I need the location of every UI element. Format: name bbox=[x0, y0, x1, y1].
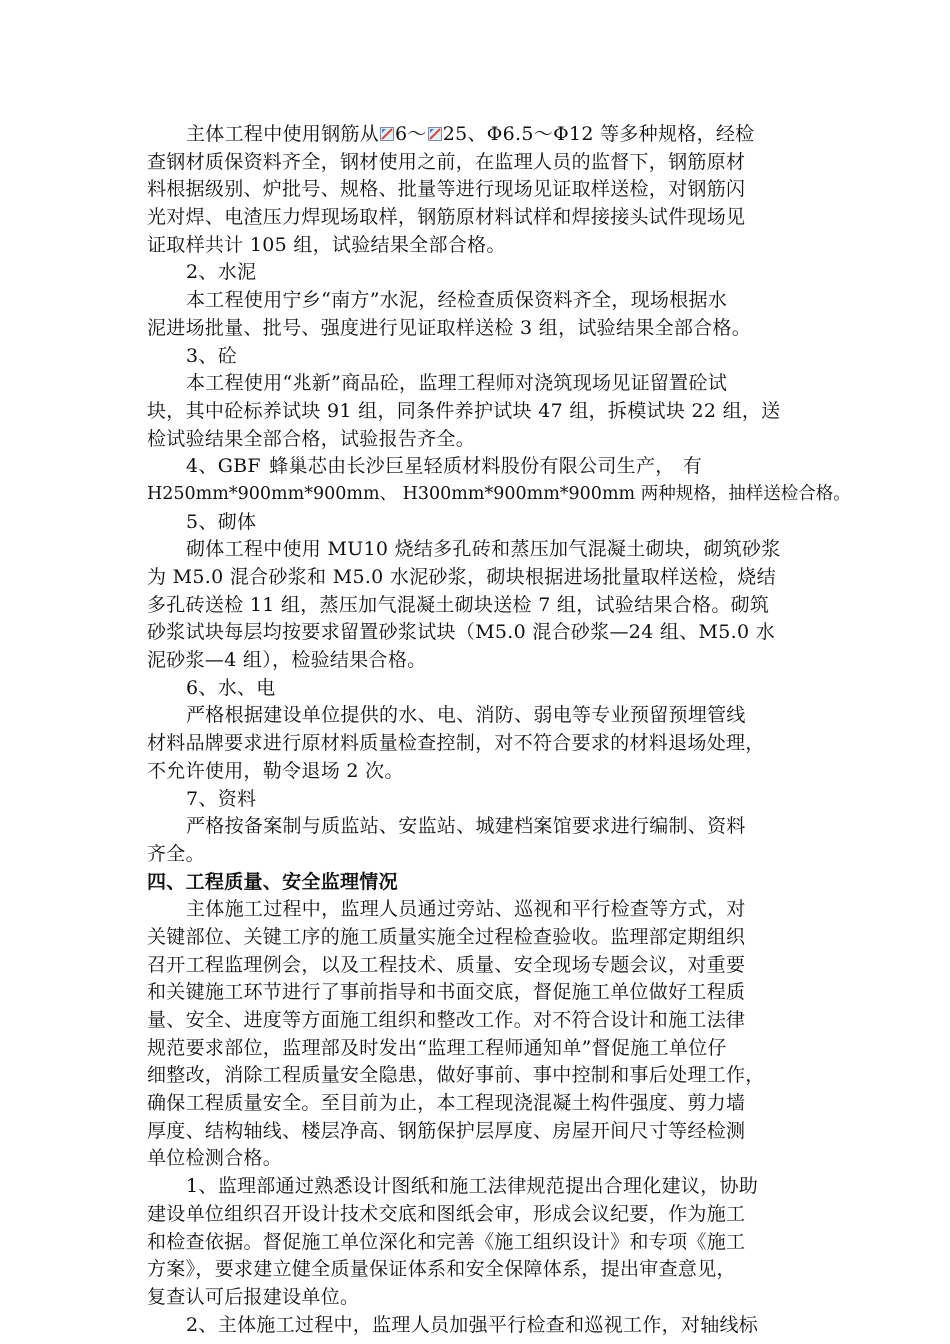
paragraph-line: 召开工程监理例会，以及工程技术、质量、安全现场专题会议，对重要 bbox=[147, 953, 746, 976]
paragraph-line: 砌体工程中使用 MU10 烧结多孔砖和蒸压加气混凝土砌块，砌筑砂浆 bbox=[186, 538, 781, 561]
paragraph-line: 2、主体施工过程中，监理人员加强平行检查和巡视工作，对轴线标 bbox=[186, 1313, 759, 1336]
paragraph-line: 光对焊、电渣压力焊现场取样，钢筋原材料试样和焊接接头试件现场见 bbox=[147, 206, 746, 229]
paragraph-line: 不允许使用，勒令退场 2 次。 bbox=[147, 759, 404, 782]
paragraph-line: 料根据级别、炉批号、规格、批量等进行现场见证取样送检，对钢筋闪 bbox=[147, 178, 746, 201]
broken-image-icon bbox=[380, 127, 394, 141]
paragraph-line: H250mm*900mm*900mm、 H300mm*900mm*900mm 两种规格，抽样送检合格。 bbox=[147, 483, 851, 504]
line-text: 6～ bbox=[395, 123, 427, 145]
line-text: 25、Φ6.5～Φ12 等多种规格，经检 bbox=[442, 123, 755, 145]
paragraph-line: 单位检测合格。 bbox=[147, 1147, 283, 1170]
paragraph-line: 确保工程质量安全。至目前为止，本工程现浇混凝土构件强度、剪力墙 bbox=[147, 1092, 746, 1115]
paragraph-line: 关键部位、关键工序的施工质量实施全过程检查验收。监理部定期组织 bbox=[147, 925, 746, 948]
paragraph-line: 严格按备案制与质监站、安监站、城建档案馆要求进行编制、资料 bbox=[186, 815, 746, 838]
paragraph-line: 块，其中砼标养试块 91 组，同条件养护试块 47 组，拆模试块 22 组，送 bbox=[147, 399, 781, 422]
paragraph-line: 本工程使用“兆新”商品砼，监理工程师对浇筑现场见证留置砼试 bbox=[186, 372, 728, 395]
paragraph-line: 本工程使用宁乡“南方”水泥，经检查质保资料齐全，现场根据水 bbox=[186, 289, 728, 312]
paragraph-line: 方案》，要求建立健全质量保证体系和安全保障体系，提出审查意见， bbox=[147, 1258, 736, 1281]
document-body bbox=[147, 121, 853, 1339]
paragraph-line: 建设单位组织召开设计技术交底和图纸会审，形成会议纪要，作为施工 bbox=[147, 1202, 746, 1225]
paragraph-line: 检试验结果全部合格，试验报告齐全。 bbox=[147, 427, 476, 450]
section-heading: 6、水、电 bbox=[186, 676, 276, 699]
section-heading: 3、砼 bbox=[186, 344, 237, 367]
paragraph-line: 复查认可后报建设单位。 bbox=[147, 1285, 360, 1308]
paragraph-line: 齐全。 bbox=[147, 842, 205, 865]
section-heading: 2、水泥 bbox=[186, 261, 257, 284]
paragraph-line: 和关键施工环节进行了事前指导和书面交底，督促施工单位做好工程质 bbox=[147, 981, 746, 1004]
paragraph-line: 材料品牌要求进行原材料质量检查控制，对不符合要求的材料退场处理， bbox=[147, 732, 765, 755]
paragraph-line: 量、安全、进度等方面施工组织和整改工作。对不符合设计和施工法律 bbox=[147, 1009, 746, 1031]
paragraph-line: 多孔砖送检 11 组，蒸压加气混凝土砌块送检 7 组，试验结果合格。砌筑 bbox=[147, 593, 770, 616]
paragraph-line: 泥砂浆—4 组），检验结果合格。 bbox=[147, 649, 427, 672]
paragraph-line: 泥进场批量、批号、强度进行见证取样送检 3 组，试验结果全部合格。 bbox=[147, 316, 752, 339]
paragraph-line: 证取样共计 105 组，试验结果全部合格。 bbox=[147, 233, 506, 256]
paragraph-line: 和检查依据。督促施工单位深化和完善《施工组织设计》和专项《施工 bbox=[147, 1230, 746, 1253]
paragraph-line: 查钢材质保资料齐全，钢材使用之前，在监理人员的监督下，钢筋原材 bbox=[147, 150, 746, 173]
chapter-heading: 四、工程质量、安全监理情况 bbox=[147, 870, 398, 893]
broken-image-icon bbox=[428, 127, 442, 141]
paragraph-line: 砂浆试块每层均按要求留置砂浆试块（M5.0 混合砂浆—24 组、M5.0 水 bbox=[147, 621, 776, 644]
paragraph-line: 4、GBF 蜂巢芯由长沙巨星轻质材料股份有限公司生产， 有 bbox=[186, 455, 703, 478]
paragraph-line: 严格根据建设单位提供的水、电、消防、弱电等专业预留预埋管线 bbox=[186, 704, 746, 727]
section-heading: 7、资料 bbox=[186, 787, 257, 810]
line-text: 主体工程中使用钢筋从 bbox=[186, 123, 380, 145]
paragraph-line: 1、监理部通过熟悉设计图纸和施工法律规范提出合理化建议，协助 bbox=[186, 1175, 759, 1198]
paragraph-line bbox=[147, 121, 853, 149]
section-heading: 5、砌体 bbox=[186, 510, 257, 533]
paragraph-line: 厚度、结构轴线、楼层净高、钢筋保护层厚度、房屋开间尺寸等经检测 bbox=[147, 1119, 746, 1142]
paragraph-line: 细整改，消除工程质量安全隐患，做好事前、事中控制和事后处理工作， bbox=[147, 1064, 765, 1087]
paragraph-line: 为 M5.0 混合砂浆和 M5.0 水泥砂浆，砌块根据进场批量取样送检，烧结 bbox=[147, 566, 776, 588]
paragraph-line: 主体施工过程中，监理人员通过旁站、巡视和平行检查等方式，对 bbox=[186, 898, 746, 921]
paragraph-line: 规范要求部位，监理部及时发出“监理工程师通知单”督促施工单位仔 bbox=[147, 1036, 727, 1059]
